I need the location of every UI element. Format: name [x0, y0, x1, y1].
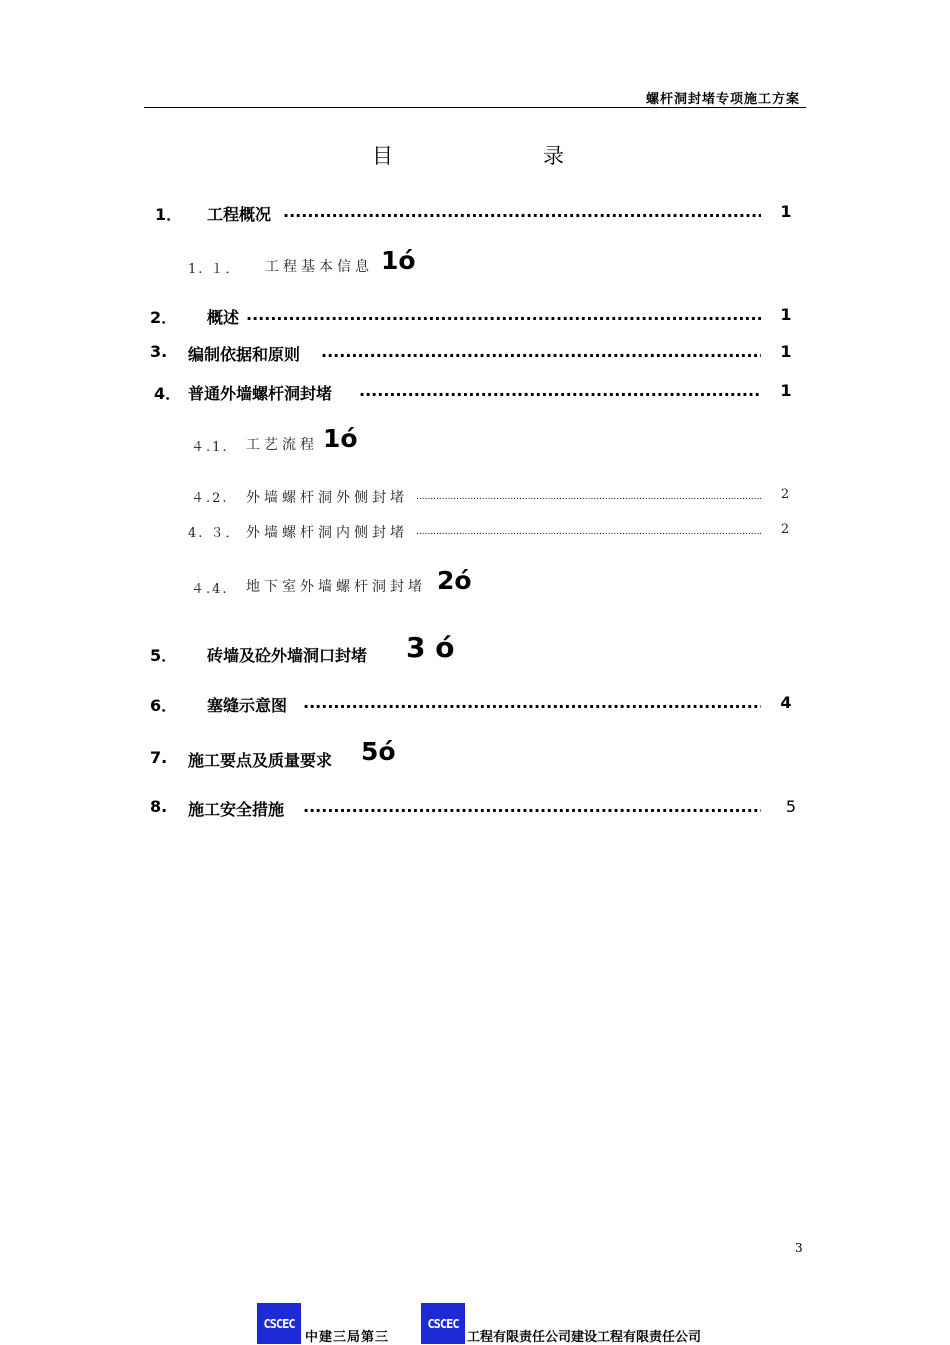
- toc-entry-title: 编制依据和原则: [188, 345, 301, 364]
- toc-entry-number: 5．: [150, 646, 178, 665]
- toc-entry-number: 1．: [155, 205, 183, 224]
- toc-entry[interactable]: [0, 633, 950, 667]
- toc-entry-title: 砖墙及砼外墙洞口封堵: [207, 646, 368, 665]
- toc-entry-page: 4: [780, 693, 792, 712]
- toc-leader-dots: [246, 305, 761, 324]
- logo-text: CSCEC: [263, 1316, 295, 1331]
- toc-entry-number: ４.2.: [191, 491, 229, 506]
- toc-entry[interactable]: [0, 737, 950, 774]
- toc-entry-title: 施工要点及质量要求: [188, 751, 333, 770]
- toc-entry-title: 概述: [207, 308, 240, 327]
- toc-entry-number: 4. ３．: [188, 526, 241, 541]
- toc-entry-page: 2ó: [437, 566, 472, 595]
- toc-entry-page: 5ó: [361, 737, 396, 766]
- toc-entry[interactable]: [0, 693, 950, 721]
- toc-entry-page: 1: [780, 202, 792, 221]
- toc-entry[interactable]: [0, 202, 950, 230]
- toc-leader-dots: [303, 693, 761, 712]
- toc-entry-page: 3 ó: [406, 631, 455, 664]
- toc-entry-title: 施工安全措施: [188, 800, 285, 819]
- toc-entry-title: 工程概况: [207, 205, 272, 224]
- toc-entry[interactable]: [0, 305, 950, 333]
- toc-title-left: 目: [372, 144, 393, 168]
- toc-entry[interactable]: [0, 342, 950, 370]
- toc-leader-dots: [359, 381, 761, 400]
- toc-entry-number: ４.4.: [191, 582, 229, 597]
- company-name-right: 工程有限责任公司建设工程有限责任公司: [467, 1330, 702, 1345]
- toc-leader-dots: [283, 202, 761, 221]
- page-number: 3: [795, 1241, 803, 1255]
- toc-leader-dots: [321, 342, 761, 361]
- toc-entry-page: 5: [785, 797, 797, 816]
- toc-leader-dots: [416, 527, 761, 537]
- toc-entry[interactable]: [0, 424, 950, 462]
- toc-entry-number: 1. １．: [188, 262, 241, 277]
- header-title: 螺杆洞封堵专项施工方案: [645, 92, 800, 107]
- toc-entry-title: 普通外墙螺杆洞封堵: [188, 384, 333, 403]
- header-rule: [144, 107, 806, 108]
- toc-entry-title: 塞缝示意图: [207, 696, 288, 715]
- toc-entry[interactable]: [0, 797, 950, 825]
- toc-entry-title: 工艺流程: [246, 437, 318, 453]
- toc-entry-number: 8.: [150, 797, 168, 816]
- toc-entry-number: ４.1.: [191, 440, 229, 455]
- toc-entry-page: 2: [780, 522, 792, 537]
- toc-entry-title: 工程基本信息: [265, 259, 373, 275]
- toc-leader-dots: [303, 797, 761, 816]
- toc-entry-number: 7.: [150, 748, 168, 767]
- toc-entry-page: 1: [780, 342, 792, 361]
- company-name-left: 中建三局第三: [305, 1330, 390, 1345]
- toc-entry[interactable]: [0, 248, 950, 282]
- toc-entry[interactable]: [0, 568, 950, 602]
- company-logo: [421, 1303, 465, 1344]
- toc-entry-page: 1ó: [381, 246, 416, 275]
- toc-title-right: 录: [543, 144, 564, 168]
- toc-entry-page: 1: [780, 305, 792, 324]
- toc-entry-number: 4．: [154, 384, 182, 403]
- toc-entry-page: 1ó: [323, 424, 358, 453]
- toc-entry-page: 1: [780, 381, 792, 400]
- toc-entry-number: 6．: [150, 696, 178, 715]
- toc-entry-title: 地下室外墙螺杆洞封堵: [246, 579, 426, 595]
- toc-entry[interactable]: [0, 522, 950, 550]
- toc-entry[interactable]: [0, 381, 950, 409]
- logo-text: CSCEC: [427, 1316, 459, 1331]
- toc-entry-title: 外墙螺杆洞内侧封堵: [246, 525, 408, 541]
- toc-entry-page: 2: [780, 487, 792, 502]
- toc-leader-dots: [416, 492, 761, 502]
- toc-entry-title: 外墙螺杆洞外侧封堵: [246, 490, 408, 506]
- toc-entry[interactable]: [0, 487, 950, 515]
- company-logo: [257, 1303, 301, 1344]
- toc-entry-number: 3.: [150, 342, 168, 361]
- toc-entry-number: 2．: [150, 308, 178, 327]
